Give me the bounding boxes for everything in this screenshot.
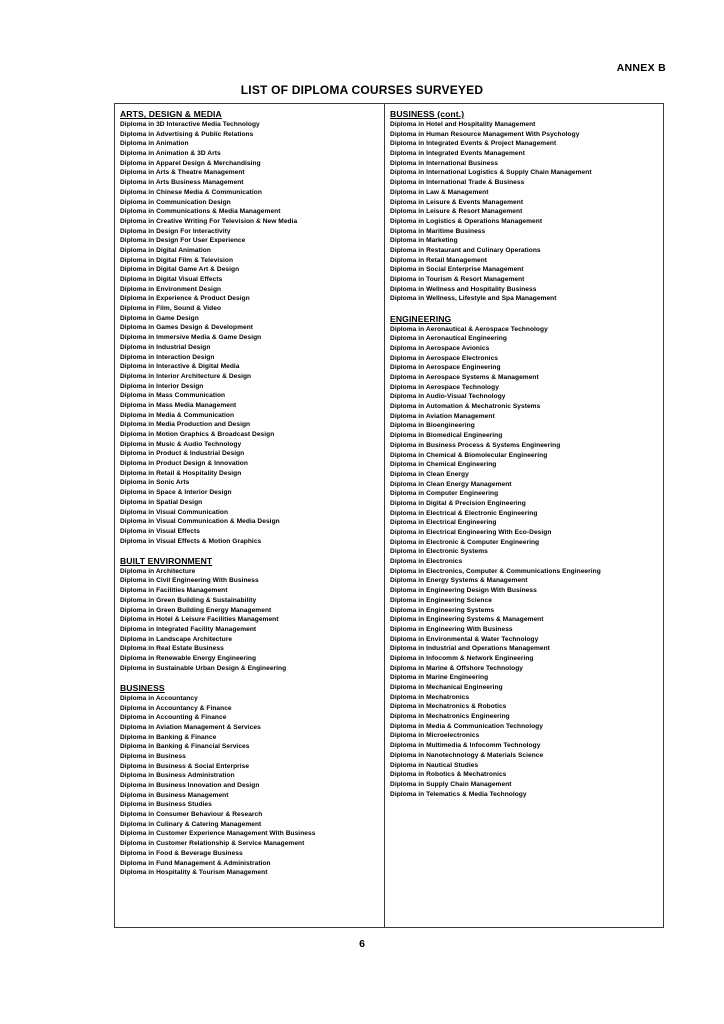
course-item: Diploma in Nanotechnology & Materials Science bbox=[390, 751, 544, 759]
course-item: Diploma in Spatial Design bbox=[120, 498, 203, 506]
course-item: Diploma in Consumer Behaviour & Research bbox=[120, 811, 263, 819]
section-title: BUSINESS bbox=[120, 682, 165, 693]
course-item: Diploma in Business Studies bbox=[120, 801, 212, 809]
course-item: Diploma in Mechatronics Engineering bbox=[390, 713, 510, 721]
course-item: Diploma in Business Process & Systems Engineering bbox=[390, 441, 561, 449]
course-item: Diploma in Immersive Media & Game Design bbox=[120, 334, 262, 342]
course-item: Diploma in Games Design & Development bbox=[120, 324, 254, 332]
course-item: Diploma in Multimedia & Infocomm Technology bbox=[390, 742, 541, 750]
course-item: Diploma in Clean Energy bbox=[390, 470, 469, 478]
course-list bbox=[120, 694, 379, 878]
course-item: Diploma in Biomedical Engineering bbox=[390, 432, 503, 440]
course-item: Diploma in Environmental & Water Technology bbox=[390, 635, 539, 643]
course-item: Diploma in Accounting & Finance bbox=[120, 714, 227, 722]
course-item: Diploma in Visual Communication & Media Design bbox=[120, 518, 280, 526]
course-section bbox=[120, 109, 379, 546]
course-item: Diploma in Industrial Design bbox=[120, 343, 211, 351]
course-item: Diploma in Space & Interior Design bbox=[120, 489, 232, 497]
course-item: Diploma in Accountancy bbox=[120, 694, 198, 702]
course-item: Diploma in Animation bbox=[120, 140, 189, 148]
course-item: Diploma in Integrated Events Management bbox=[390, 150, 525, 158]
course-item: Diploma in International Trade & Business bbox=[390, 179, 525, 187]
course-item: Diploma in Sustainable Urban Design & Engineering bbox=[120, 664, 287, 672]
course-item: Diploma in Creative Writing For Television & New Media bbox=[120, 217, 298, 225]
course-item: Diploma in Media & Communication Technology bbox=[390, 722, 543, 730]
course-item: Diploma in Business Innovation and Design bbox=[120, 782, 260, 789]
course-item: Diploma in Aviation Management & Services bbox=[120, 723, 261, 731]
course-item: Diploma in Aerospace Systems & Management bbox=[390, 374, 539, 381]
course-item: Diploma in Infocomm & Network Engineering bbox=[390, 654, 534, 662]
course-item: Diploma in Computer Engineering bbox=[390, 490, 499, 498]
course-item: Diploma in Engineering Design With Business bbox=[390, 587, 537, 595]
course-item: Diploma in Marketing bbox=[390, 237, 458, 245]
course-item: Diploma in Restaurant and Culinary Operations bbox=[390, 246, 541, 254]
course-item: Diploma in Product Design & Innovation bbox=[120, 460, 248, 468]
course-item: Diploma in Green Building & Sustainability bbox=[120, 596, 257, 604]
course-section bbox=[390, 314, 658, 800]
course-item: Diploma in Design For User Experience bbox=[120, 237, 246, 245]
course-item: Diploma in Robotics & Mechatronics bbox=[390, 771, 507, 779]
course-item: Diploma in Maritime Business bbox=[390, 227, 486, 235]
course-item: Diploma in Electrical & Electronic Engineering bbox=[390, 509, 538, 517]
course-item: Diploma in Tourism & Resort Management bbox=[390, 276, 525, 283]
course-item: Diploma in Facilities Management bbox=[120, 587, 228, 595]
course-item: Diploma in Environment Design bbox=[120, 285, 222, 293]
course-item: Diploma in Interactive & Digital Media bbox=[120, 363, 240, 371]
course-item: Diploma in Supply Chain Management bbox=[390, 780, 512, 788]
course-item: Diploma in Media & Communication bbox=[120, 411, 235, 419]
course-item: Diploma in Food & Beverage Business bbox=[120, 849, 243, 857]
course-list bbox=[390, 325, 658, 800]
course-item: Diploma in Arts Business Management bbox=[120, 179, 244, 187]
course-item: Diploma in Sonic Arts bbox=[120, 479, 190, 487]
course-item: Diploma in Chemical Engineering bbox=[390, 461, 497, 469]
course-item: Diploma in International Logistics & Supply Chain Management bbox=[390, 169, 592, 177]
course-item: Diploma in Retail Management bbox=[390, 256, 488, 264]
course-item: Diploma in Real Estate Business bbox=[120, 645, 224, 653]
course-item: Diploma in Interior Design bbox=[120, 382, 204, 390]
course-item: Diploma in Aeronautical & Aerospace Technology bbox=[390, 325, 548, 333]
course-section bbox=[120, 683, 379, 878]
course-item: Diploma in Motion Graphics & Broadcast Design bbox=[120, 431, 275, 438]
course-item: Diploma in Microelectronics bbox=[390, 732, 480, 740]
course-item: Diploma in Engineering With Business bbox=[390, 625, 513, 633]
course-item: Diploma in Bioengineering bbox=[390, 422, 475, 430]
course-item: Diploma in Mechanical Engineering bbox=[390, 684, 503, 691]
course-item: Diploma in Banking & Finance bbox=[120, 733, 217, 741]
course-item: Diploma in International Business bbox=[390, 159, 498, 167]
course-item: Diploma in Digital Visual Effects bbox=[120, 276, 223, 283]
course-item: Diploma in Arts & Theatre Management bbox=[120, 169, 245, 177]
course-item: Diploma in Business Administration bbox=[120, 772, 235, 780]
course-item: Diploma in Aeronautical Engineering bbox=[390, 335, 507, 343]
course-item: Diploma in Leisure & Resort Management bbox=[390, 208, 523, 216]
course-item: Diploma in Marine & Offshore Technology bbox=[390, 664, 523, 672]
course-item: Diploma in Logistics & Operations Management bbox=[390, 217, 543, 225]
course-item: Diploma in Banking & Financial Services bbox=[120, 743, 250, 751]
section-title: BUILT ENVIRONMENT bbox=[120, 555, 213, 566]
course-item: Diploma in Law & Management bbox=[390, 188, 489, 196]
course-item: Diploma in Digital & Precision Engineering bbox=[390, 499, 526, 507]
course-item: Diploma in Communication Design bbox=[120, 198, 231, 206]
course-item: Diploma in Apparel Design & Merchandising bbox=[120, 159, 261, 167]
course-item: Diploma in Electrical Engineering bbox=[390, 519, 497, 527]
course-item: Diploma in Hospitality & Tourism Management bbox=[120, 869, 268, 877]
course-item: Diploma in Engineering Systems bbox=[390, 606, 495, 614]
course-item: Diploma in Energy Systems & Management bbox=[390, 577, 528, 585]
course-item: Diploma in Visual Effects & Motion Graphics bbox=[120, 537, 262, 545]
course-item: Diploma in Film, Sound & Video bbox=[120, 305, 222, 313]
course-item: Diploma in Industrial and Operations Management bbox=[390, 645, 550, 653]
course-list bbox=[120, 567, 379, 674]
section-title: BUSINESS (cont.) bbox=[390, 109, 465, 119]
course-item: Diploma in Nautical Studies bbox=[390, 761, 479, 769]
course-item: Diploma in Electronics, Computer & Communications Engineering bbox=[390, 567, 601, 575]
course-item: Diploma in Wellness and Hospitality Business bbox=[390, 285, 537, 293]
course-item: Diploma in Visual Communication bbox=[120, 508, 229, 516]
course-item: Diploma in Customer Experience Management With Business bbox=[120, 830, 316, 838]
course-item: Diploma in Aerospace Avionics bbox=[390, 344, 490, 352]
course-item: Diploma in Integrated Facility Management bbox=[120, 625, 257, 633]
course-item: Diploma in Digital Film & Television bbox=[120, 256, 234, 264]
course-list bbox=[120, 120, 379, 546]
course-item: Diploma in Retail & Hospitality Design bbox=[120, 469, 242, 477]
course-item: Diploma in Landscape Architecture bbox=[120, 635, 233, 643]
course-item: Diploma in Telematics & Media Technology bbox=[390, 790, 527, 798]
course-item: Diploma in Automation & Mechatronic Systems bbox=[390, 403, 541, 411]
course-item: Diploma in Aerospace Electronics bbox=[390, 354, 499, 362]
course-item: Diploma in Hotel and Hospitality Management bbox=[390, 121, 536, 128]
course-item: Diploma in Chinese Media & Communication bbox=[120, 188, 262, 196]
courses-column-left bbox=[115, 104, 385, 927]
course-item: Diploma in Electronic & Computer Engineering bbox=[390, 538, 540, 546]
course-item: Diploma in Business & Social Enterprise bbox=[120, 762, 250, 770]
course-item: Diploma in Media Production and Design bbox=[120, 421, 251, 429]
course-item: Diploma in Mechatronics bbox=[390, 693, 470, 701]
course-item: Diploma in Electronic Systems bbox=[390, 548, 488, 556]
course-item: Diploma in Green Building Energy Management bbox=[120, 606, 272, 614]
course-item: Diploma in Design For Interactivity bbox=[120, 227, 231, 235]
course-item: Diploma in Experience & Product Design bbox=[120, 295, 250, 303]
course-item: Diploma in Customer Relationship & Service Management bbox=[120, 840, 305, 848]
course-item: Diploma in Engineering Science bbox=[390, 596, 492, 604]
course-item: Diploma in Human Resource Management With Psychology bbox=[390, 130, 580, 138]
courses-table bbox=[114, 103, 664, 928]
course-item: Diploma in Clean Energy Management bbox=[390, 480, 512, 488]
course-item: Diploma in Chemical & Biomolecular Engineering bbox=[390, 451, 548, 459]
course-item: Diploma in Marine Engineering bbox=[390, 674, 489, 682]
course-item: Diploma in Leisure & Events Management bbox=[390, 198, 524, 206]
course-item: Diploma in Culinary & Catering Management bbox=[120, 820, 262, 828]
course-item: Diploma in Electronics bbox=[390, 558, 463, 566]
course-item: Diploma in Interior Architecture & Design bbox=[120, 372, 252, 380]
section-title: ENGINEERING bbox=[390, 313, 452, 324]
course-item: Diploma in Game Design bbox=[120, 314, 199, 322]
course-item: Diploma in Digital Game Art & Design bbox=[120, 266, 240, 274]
course-item: Diploma in 3D Interactive Media Technology bbox=[120, 121, 260, 128]
course-item: Diploma in Business Management bbox=[120, 791, 229, 799]
annex-label: ANNEX B bbox=[616, 62, 666, 74]
course-section bbox=[120, 556, 379, 674]
course-item: Diploma in Mass Media Management bbox=[120, 401, 237, 409]
course-item: Diploma in Business bbox=[120, 752, 186, 760]
course-item: Diploma in Aerospace Technology bbox=[390, 383, 499, 391]
course-item: Diploma in Engineering Systems & Management bbox=[390, 616, 544, 624]
section-title: ARTS, DESIGN & MEDIA bbox=[120, 109, 222, 119]
course-item: Diploma in Audio-Visual Technology bbox=[390, 393, 506, 401]
courses-column-right bbox=[385, 104, 663, 927]
course-item: Diploma in Product & Industrial Design bbox=[120, 450, 245, 458]
course-item: Diploma in Digital Animation bbox=[120, 246, 211, 254]
course-item: Diploma in Accountancy & Finance bbox=[120, 704, 232, 712]
course-item: Diploma in Animation & 3D Arts bbox=[120, 150, 221, 158]
course-item: Diploma in Hotel & Leisure Facilities Management bbox=[120, 616, 279, 624]
course-item: Diploma in Interaction Design bbox=[120, 353, 215, 361]
course-item: Diploma in Architecture bbox=[120, 567, 196, 575]
course-item: Diploma in Visual Effects bbox=[120, 527, 200, 535]
course-item: Diploma in Music & Audio Technology bbox=[120, 440, 242, 448]
course-item: Diploma in Advertising & Public Relations bbox=[120, 130, 254, 138]
course-item: Diploma in Mechatronics & Robotics bbox=[390, 703, 507, 711]
page-title: LIST OF DIPLOMA COURSES SURVEYED bbox=[240, 83, 484, 97]
course-item: Diploma in Social Enterprise Management bbox=[390, 266, 524, 274]
course-item: Diploma in Wellness, Lifestyle and Spa Management bbox=[390, 295, 557, 303]
course-item: Diploma in Renewable Energy Engineering bbox=[120, 654, 257, 662]
course-section bbox=[390, 109, 658, 304]
page-number: 6 bbox=[359, 938, 365, 950]
course-item: Diploma in Civil Engineering With Business bbox=[120, 577, 259, 585]
course-item: Diploma in Mass Communication bbox=[120, 392, 226, 400]
course-item: Diploma in Aerospace Engineering bbox=[390, 364, 501, 372]
course-item: Diploma in Integrated Events & Project Management bbox=[390, 140, 557, 148]
course-list bbox=[390, 120, 658, 304]
course-item: Diploma in Aviation Management bbox=[390, 412, 495, 420]
course-item: Diploma in Fund Management & Administration bbox=[120, 859, 271, 867]
course-item: Diploma in Electrical Engineering With Eco-Design bbox=[390, 529, 552, 536]
course-item: Diploma in Communications & Media Management bbox=[120, 208, 281, 216]
